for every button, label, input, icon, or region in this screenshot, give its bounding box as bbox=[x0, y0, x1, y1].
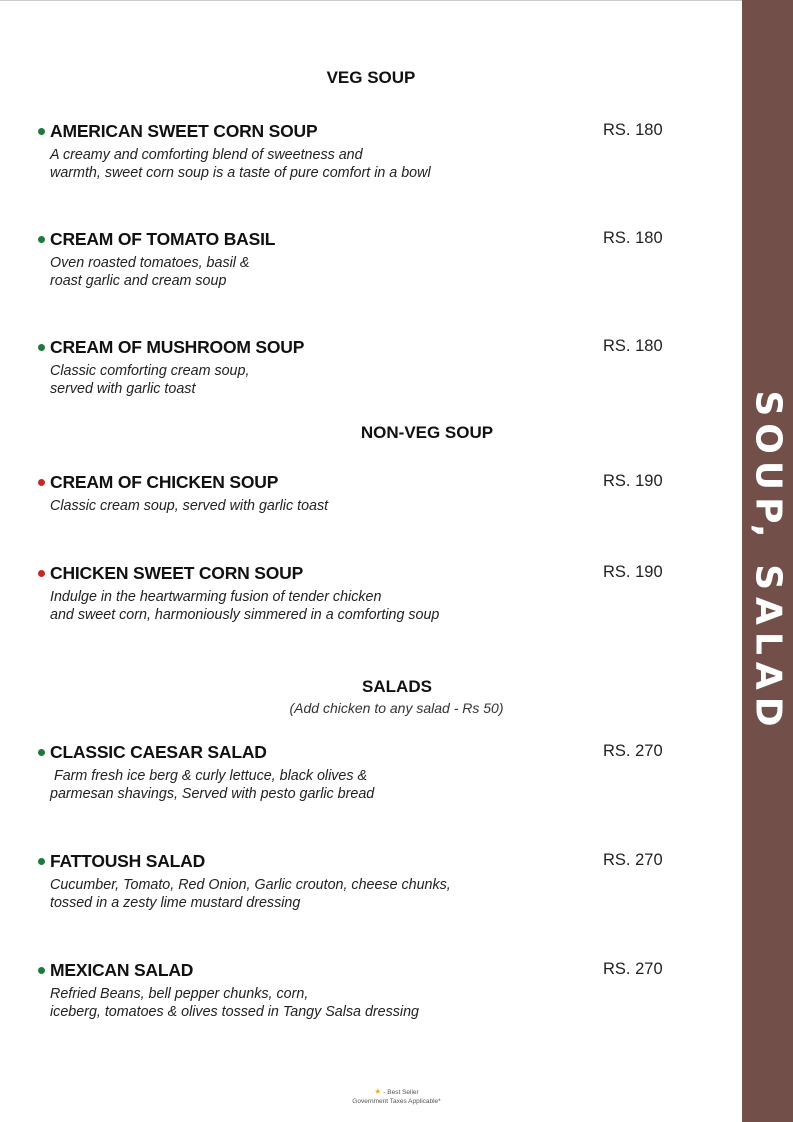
item-description: Cucumber, Tomato, Red Onion, Garlic crouton, cheese chunks, bbox=[50, 877, 451, 893]
category-sidebar bbox=[742, 0, 793, 1122]
item-description: Farm fresh ice berg & curly lettuce, black olives & bbox=[50, 768, 368, 784]
menu-item bbox=[38, 472, 668, 515]
veg-indicator-icon bbox=[38, 749, 45, 756]
item-price: RS. 270 bbox=[603, 851, 663, 869]
salads-heading: SALADS bbox=[362, 677, 432, 696]
veg-indicator-icon bbox=[38, 344, 45, 351]
menu-item bbox=[38, 563, 668, 624]
item-price: RS. 180 bbox=[603, 229, 663, 247]
nonveg-indicator-icon bbox=[38, 479, 45, 486]
item-name: FATTOUSH SALAD bbox=[50, 851, 206, 871]
salads-note: (Add chicken to any salad - Rs 50) bbox=[289, 700, 504, 716]
item-price: RS. 180 bbox=[603, 337, 663, 355]
item-description: roast garlic and cream soup bbox=[50, 273, 227, 289]
item-description: Refried Beans, bell pepper chunks, corn, bbox=[50, 986, 309, 1002]
veg-indicator-icon bbox=[38, 967, 45, 974]
item-description: Indulge in the heartwarming fusion of tender chicken bbox=[50, 589, 382, 605]
item-description: iceberg, tomatoes & olives tossed in Tangy Salsa dressing bbox=[50, 1004, 420, 1020]
item-description: Classic comforting cream soup, bbox=[50, 363, 250, 379]
item-name: CLASSIC CAESAR SALAD bbox=[50, 742, 267, 762]
menu-item bbox=[38, 229, 668, 290]
item-name: CREAM OF TOMATO BASIL bbox=[50, 229, 276, 249]
item-description: tossed in a zesty lime mustard dressing bbox=[50, 895, 301, 911]
item-price: RS. 190 bbox=[603, 563, 663, 581]
item-description: parmesan shavings, Served with pesto garlic bread bbox=[50, 786, 375, 802]
taxes-note: Government Taxes Applicable* bbox=[352, 1098, 441, 1105]
item-name: AMERICAN SWEET CORN SOUP bbox=[50, 121, 318, 141]
veg-soup-heading: VEG SOUP bbox=[326, 68, 416, 87]
item-price: RS. 270 bbox=[603, 960, 663, 978]
menu-item bbox=[38, 337, 668, 398]
veg-indicator-icon bbox=[38, 858, 45, 865]
item-description: Oven roasted tomatoes, basil & bbox=[50, 255, 250, 271]
menu-item bbox=[38, 742, 668, 803]
item-name: CREAM OF MUSHROOM SOUP bbox=[50, 337, 305, 357]
top-divider bbox=[0, 0, 742, 1]
item-name: CHICKEN SWEET CORN SOUP bbox=[50, 563, 304, 583]
footer-legend bbox=[0, 1087, 793, 1106]
veg-indicator-icon bbox=[38, 128, 45, 135]
item-description: A creamy and comforting blend of sweetness and bbox=[50, 147, 363, 163]
best-seller-label: - Best Seller bbox=[383, 1089, 419, 1096]
menu-item bbox=[38, 960, 668, 1021]
item-description: Classic cream soup, served with garlic toast bbox=[50, 498, 329, 514]
item-name: CREAM OF CHICKEN SOUP bbox=[50, 472, 279, 492]
item-price: RS. 180 bbox=[603, 121, 663, 139]
nonveg-soup-heading: NON-VEG SOUP bbox=[360, 423, 494, 442]
item-price: RS. 190 bbox=[603, 472, 663, 490]
menu-item bbox=[38, 851, 668, 912]
item-name: MEXICAN SALAD bbox=[50, 960, 194, 980]
item-description: warmth, sweet corn soup is a taste of pure comfort in a bowl bbox=[50, 165, 431, 181]
item-description: served with garlic toast bbox=[50, 381, 196, 397]
category-title: SOUP, SALAD bbox=[747, 390, 788, 734]
nonveg-indicator-icon bbox=[38, 570, 45, 577]
item-price: RS. 270 bbox=[603, 742, 663, 760]
item-description: and sweet corn, harmoniously simmered in a comforting soup bbox=[50, 607, 440, 623]
veg-indicator-icon bbox=[38, 236, 45, 243]
star-icon: ★ bbox=[374, 1087, 382, 1096]
menu-item bbox=[38, 121, 668, 182]
